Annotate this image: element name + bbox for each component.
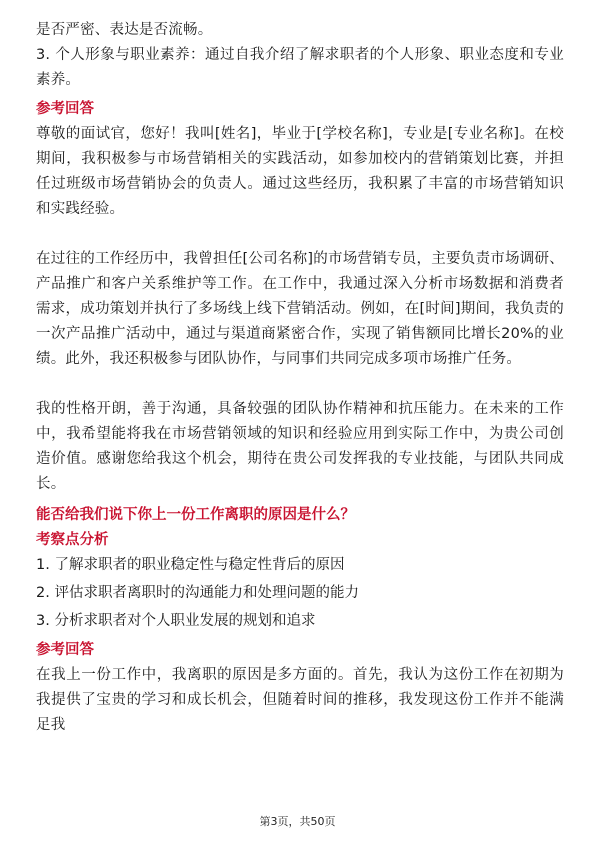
answer-paragraph-3: 我的性格开朗，善于沟通，具备较强的团队协作精神和抗压能力。在未来的工作中，我希望能将我在市场营销领域的知识和经验应用到实际工作中，为贵公司创造价值。感谢您给我这个机会，期待在贵公司发挥我的专业技能，与团队共同成长。 [36,401,564,492]
continued-line: 是否严密、表达是否流畅。 [36,22,213,38]
reference-answer-heading: 参考回答 [36,101,94,117]
reference-answer-heading-2: 参考回答 [36,642,94,658]
analysis-item: 2. 评估求职者离职时的沟通能力和处理问题的能力 [36,585,359,601]
analysis-item: 3. 分析求职者对个人职业发展的规划和追求 [36,613,316,629]
answer-paragraph-2: 在过往的工作经历中，我曾担任[公司名称]的市场营销专员，主要负责市场调研、产品推广和客户关系维护等工作。在工作中，我通过深入分析市场数据和消费者需求，成功策划并执行了多场线上线下营销活动。例如，在[时间]期间，我负责的一次产品推广活动中，通过与渠道商紧密合作，实现了销售额同比增长20%的业绩。此外，我还积极参与团队协作，与同事们共同完成多项市场推广任务。 [36,251,564,367]
page-content [36,18,564,738]
analysis-item: 1. 了解求职者的职业稳定性与稳定性背后的原因 [36,557,345,573]
interview-question: 能否给我们说下你上一份工作离职的原因是什么？ [36,507,355,523]
page-number: 第3页，共50页 [259,815,336,828]
answer-paragraph-4: 在我上一份工作中，我离职的原因是多方面的。首先，我认为这份工作在初期为我提供了宝贵的学习和成长机会，但随着时间的推移，我发现这份工作并不能满足我 [36,667,564,733]
answer-paragraph-1: 尊敬的面试官，您好！我叫[姓名]，毕业于[学校名称]，专业是[专业名称]。在校期间，我积极参与市场营销相关的实践活动，如参加校内的营销策划比赛，并担任过班级市场营销协会的负责人。通过这些经历，我积累了丰富的市场营销知识和实践经验。 [36,126,564,217]
analysis-heading: 考察点分析 [36,532,109,548]
analysis-point-3: 3. 个人形象与职业素养：通过自我介绍了解求职者的个人形象、职业态度和专业素养。 [36,47,564,88]
